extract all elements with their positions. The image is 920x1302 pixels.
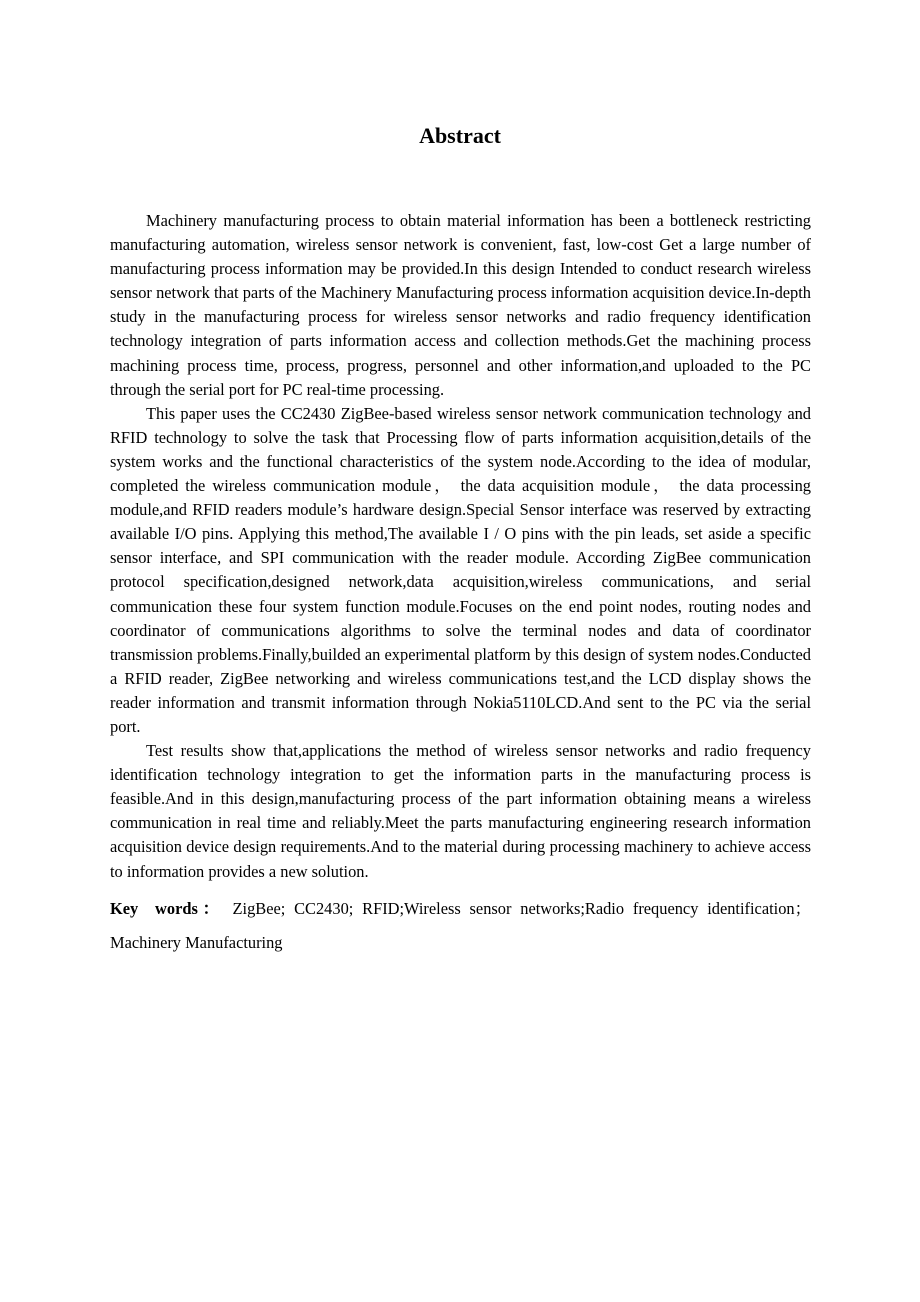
abstract-paragraph-2: This paper uses the CC2430 ZigBee-based wireless sensor network communication technology and RFID technology to solve the task that Processing flow of parts information acquisition,details of the system works and the functional characteristics of the system node.According to the idea of modular, completed the wireless communication module， the data acquisition module， the data processing module,and RFID readers module’s hardware design.Special Sensor interface was reserved by extracting available I/O pins. Applying this method,The available I / O pins with the pin leads, set aside a specific sensor interface, and SPI communication with the reader module. According ZigBee communication protocol specification,designed network,data acquisition,wireless communications, and serial communication these four system function module.Focuses on the end point nodes, routing nodes and coordinator of communications algorithms to solve the terminal nodes and data of coordinator transmission problems.Finally,builded an experimental platform by this design of system nodes.Conducted a RFID reader, ZigBee networking and wireless communications test,and the LCD display shows the reader information and transmit information through Nokia5110LCD.And sent to the PC via the serial port. bbox=[110, 403, 811, 736]
abstract-paragraph-1: Machinery manufacturing process to obtain material information has been a bottleneck restricting manufacturing automation, wireless sensor network is convenient, fast, low-cost Get a large number of manufacturing process information may be provided.In this design Intended to conduct research wireless sensor network that parts of the Machinery Manufacturing process information acquisition device.In-depth study in the manufacturing process for wireless sensor networks and radio frequency identification technology integration of parts information access and collection methods.Get the machining process machining process time, process, progress, personnel and other information,and uploaded to the PC through the serial port for PC real-time processing. bbox=[110, 211, 811, 399]
abstract-paragraph-3: Test results show that,applications the method of wireless sensor networks and radio frequency identification technology integration to get the information parts in the manufacturing process is feasible.And in this design,manufacturing process of the part information obtaining means a wireless communication in real time and reliably.Meet the parts manufacturing engineering research information acquisition device design requirements.And to the material during processing machinery to achieve access to information provides a new solution. bbox=[110, 741, 811, 881]
keywords-label: Key words： bbox=[110, 898, 224, 918]
abstract-body bbox=[110, 209, 811, 960]
page-title: Abstract bbox=[419, 123, 501, 148]
keywords-value: ZigBee; CC2430; RFID;Wireless sensor networks;Radio frequency identification；Machinery Manufacturing bbox=[110, 898, 811, 952]
keywords-line bbox=[110, 892, 811, 960]
